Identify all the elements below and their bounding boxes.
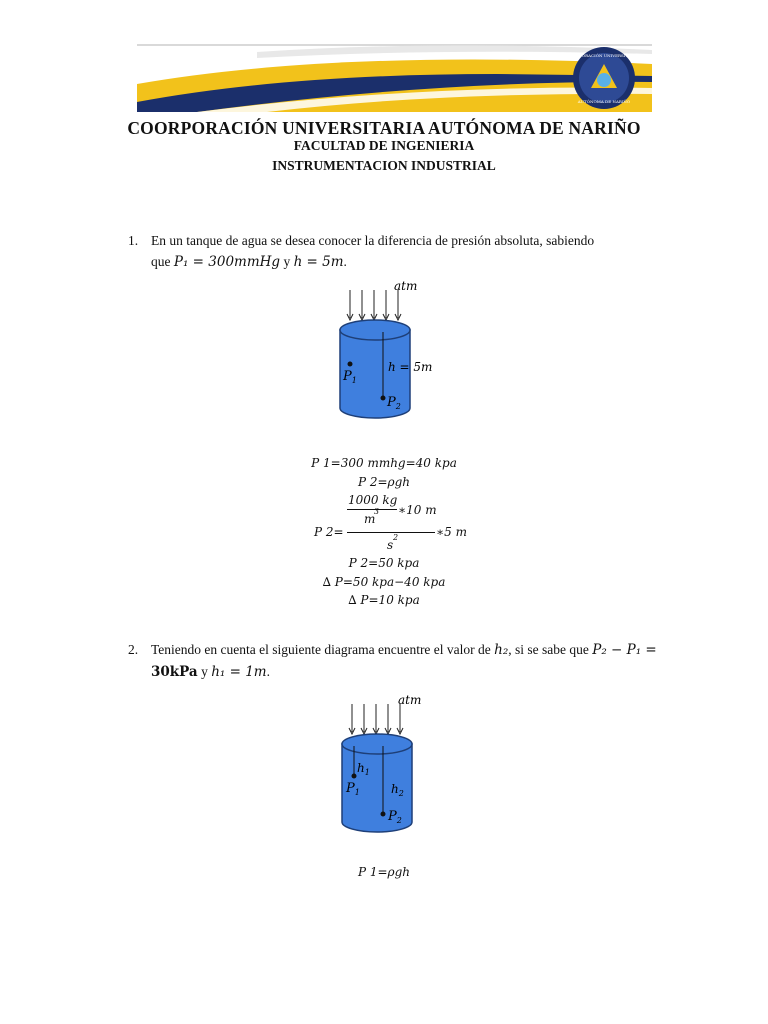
p1-label: $P_1$	[343, 369, 357, 385]
h-label: h = 5m	[388, 360, 433, 374]
frac-inner-bar	[347, 509, 397, 510]
frac-main-bar	[347, 532, 435, 533]
solution-2-line1: P 1=ρgh	[357, 865, 411, 879]
frac-den-exp: 3	[374, 507, 380, 516]
problem-2-statement	[128, 639, 668, 683]
solution-1-line5: ∆ P=50 kpa−40 kpa	[322, 575, 446, 589]
frac-rhs: ∗5 m	[436, 525, 467, 539]
logo-text-bottom: AUTÓNOMA DE NARIÑO	[577, 99, 631, 104]
solution-1-line6: ∆ P=10 kpa	[348, 593, 420, 607]
problem-1-number: 1.	[128, 233, 139, 248]
frac-s-exp: 2	[393, 533, 399, 542]
frac-lhs: P 2=	[314, 525, 344, 539]
problem-2-h1: h₁ = 1m	[211, 664, 267, 680]
problem-1-text-que: que	[151, 254, 171, 269]
institution-title: COORPORACIÓN UNIVERSITARIA AUTÓNOMA DE NARIÑO	[127, 118, 641, 138]
problem-2-val: 30kPa	[151, 664, 198, 680]
problem-1-end: .	[343, 254, 347, 269]
problem-2-number: 2.	[128, 642, 139, 657]
problem-1-h-value: h = 5m	[293, 254, 344, 270]
p2-label: $P_2$	[387, 395, 401, 411]
p2-label-2: $P_2$	[388, 809, 402, 825]
problem-1-conj: y	[283, 254, 291, 269]
problem-2-text-a: Teniendo en cuenta el siguiente diagrama encuentre el valor de	[151, 642, 491, 657]
problem-2-diff: P₂ − P₁ =	[592, 642, 657, 658]
frac-num: 1000 kg	[348, 493, 398, 507]
problem-1-p1-value: P₁ = 300mmHg	[173, 254, 281, 270]
logo-text-top: CORPORACIÓN UNIVERSITARIA	[569, 53, 639, 58]
problem-2-end: .	[266, 664, 270, 679]
atm-arrows	[347, 290, 401, 320]
atm-arrows-2	[349, 704, 403, 734]
problem-1-tank-figure	[330, 278, 470, 423]
problem-1-statement	[128, 230, 668, 273]
problem-2-text-mid: , si se sabe que	[508, 642, 589, 657]
university-logo	[570, 47, 638, 109]
frac-mid: ∗10 m	[398, 503, 437, 517]
solution-1-line2: P 2=ρgh	[357, 475, 411, 489]
atm-label: atm	[394, 279, 418, 293]
frac-den-m: m	[364, 512, 376, 526]
solution-1-line4: P 2=50 kpa	[348, 556, 420, 570]
problem-2-tank-figure	[332, 692, 472, 840]
atm-label-2: atm	[398, 693, 422, 707]
problem-1-text-line1: En un tanque de agua se desea conocer la diferencia de presión absoluta, sabiendo	[151, 233, 595, 248]
problem-2-conj: y	[201, 664, 208, 679]
h1-label: $h_1$	[357, 761, 370, 777]
p1-label-2: $P_1$	[346, 781, 360, 797]
h2-label: $h_2$	[391, 782, 404, 798]
course-title: INSTRUMENTACION INDUSTRIAL	[272, 158, 496, 173]
solution-1-line1: P 1=300 mmhg=40 kpa	[311, 456, 457, 470]
problem-2-h2: h₂	[494, 642, 509, 658]
header-banner	[137, 44, 652, 112]
faculty-title: FACULTAD DE INGENIERIA	[293, 138, 475, 153]
frac-s: s	[387, 538, 394, 552]
